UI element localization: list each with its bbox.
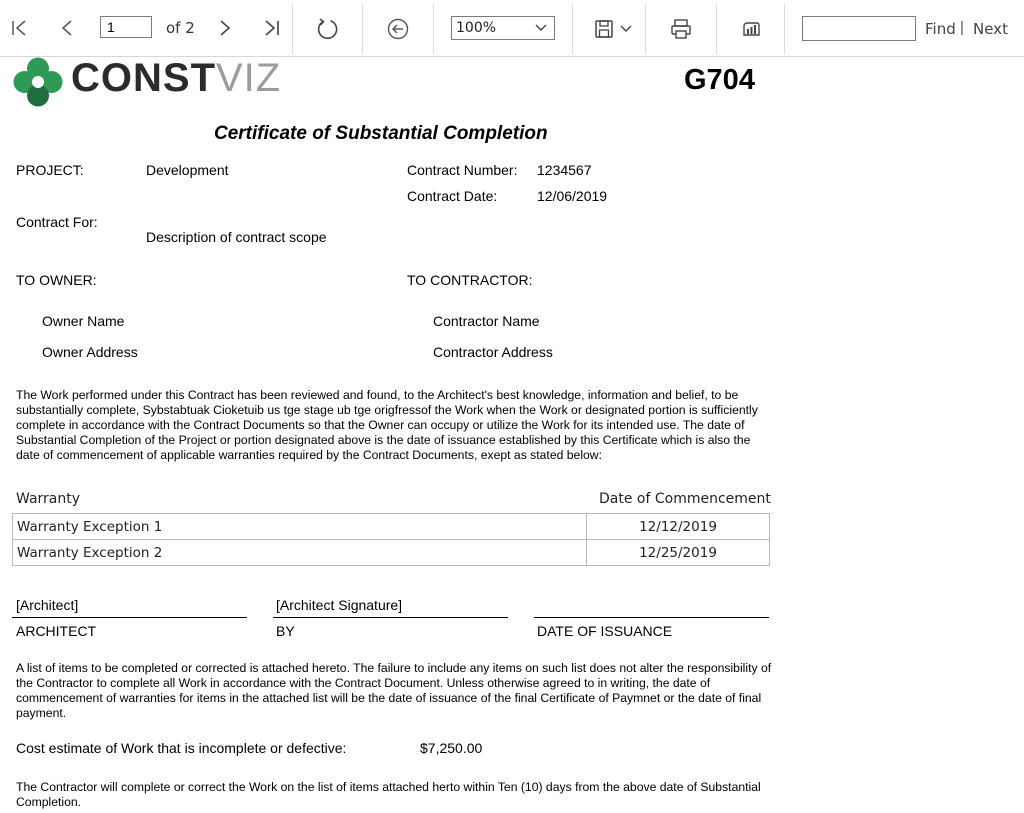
print-icon [669, 17, 693, 41]
to-owner-label: TO OWNER: [16, 272, 97, 288]
to-contractor-label: TO CONTRACTOR: [407, 272, 533, 288]
warranty-header: Warranty [16, 491, 81, 507]
save-icon [593, 18, 615, 40]
project-value: Development [146, 162, 229, 178]
architect-signature-value: [Architect Signature] [276, 597, 403, 613]
powerbi-button[interactable] [734, 14, 768, 44]
contract-for-label: Contract For: [16, 214, 98, 230]
find-separator: | [960, 19, 964, 36]
contract-date-value: 12/06/2019 [537, 188, 608, 204]
previous-page-button[interactable] [50, 14, 84, 42]
completion-timeline-statement: The Contractor will complete or correct the Work on the list of items attached herto within Ten (10) days from the above date of Substantial Completion. [16, 780, 761, 809]
cost-estimate-value: $7,250.00 [420, 740, 483, 756]
refresh-button[interactable] [310, 14, 344, 44]
find-button[interactable]: Find [925, 20, 956, 38]
contractor-address: Contractor Address [433, 344, 553, 360]
page-number-input[interactable] [100, 16, 152, 38]
chevron-down-icon [619, 22, 633, 36]
warranty-name-cell: Warranty Exception 2 [13, 540, 587, 566]
next-page-button[interactable] [208, 14, 242, 42]
toolbar-separator [645, 4, 646, 54]
by-signature-line [273, 617, 508, 618]
warranty-table [12, 513, 770, 566]
contractor-name: Contractor Name [433, 313, 540, 329]
commencement-header: Date of Commencement [599, 491, 771, 507]
page-count-label: of 2 [166, 19, 195, 37]
zoom-select[interactable] [451, 16, 555, 40]
find-next-button[interactable]: Next [973, 20, 1008, 38]
toolbar-separator [572, 4, 573, 54]
back-icon [386, 17, 410, 41]
contract-number-value: 1234567 [537, 162, 592, 178]
chevron-down-icon [534, 21, 548, 35]
first-page-button[interactable] [2, 14, 36, 42]
print-button[interactable] [664, 14, 698, 44]
date-signature-line [534, 617, 769, 618]
refresh-icon [315, 17, 339, 41]
toolbar-separator [362, 4, 363, 54]
powerbi-icon [739, 17, 763, 41]
warranty-date-cell: 12/25/2019 [587, 540, 770, 566]
toolbar-separator [292, 4, 293, 54]
first-page-icon [9, 18, 29, 38]
owner-name: Owner Name [42, 313, 125, 329]
owner-address: Owner Address [42, 344, 138, 360]
warranty-name-cell: Warranty Exception 1 [13, 514, 587, 540]
contract-date-label: Contract Date: [407, 188, 498, 204]
architect-signature-line [12, 617, 247, 618]
find-input[interactable] [802, 16, 916, 41]
toolbar-separator [784, 4, 785, 54]
save-export-button[interactable] [588, 14, 638, 44]
contract-number-label: Contract Number: [407, 162, 518, 178]
table-row [13, 540, 770, 566]
report-toolbar [0, 0, 1024, 57]
architect-caption: ARCHITECT [16, 623, 97, 639]
cost-estimate-label: Cost estimate of Work that is incomplete or defective: [16, 740, 347, 756]
table-row [13, 514, 770, 540]
previous-page-icon [57, 18, 77, 38]
by-caption: BY [276, 623, 295, 639]
project-label: PROJECT: [16, 162, 84, 178]
zoom-value: 100% [456, 20, 497, 36]
brand-name-bold: CONST [71, 56, 216, 100]
last-page-button[interactable] [255, 14, 289, 42]
last-page-icon [262, 18, 282, 38]
warranty-date-cell: 12/12/2019 [587, 514, 770, 540]
toolbar-separator [433, 4, 434, 54]
document-title: Certificate of Substantial Completion [214, 123, 548, 144]
brand-name-light: VIZ [216, 56, 282, 100]
toolbar-separator [716, 4, 717, 54]
contract-for-value: Description of contract scope [146, 229, 327, 245]
items-list-statement: A list of items to be completed or corrected is attached hereto. The failure to include any items on such list does not alter the responsibility of the Contractor to complete all Work in accordance with the Contract Document. Unless otherwise agreed to in writing, the date of commencement of warranties for items in the attached list will be the date of issuance of the final Certificate of Paymnet or the date of final payment. [16, 661, 772, 720]
next-page-icon [215, 18, 235, 38]
constviz-logo-icon [12, 56, 64, 108]
date-of-issuance-caption: DATE OF ISSUANCE [537, 623, 673, 639]
architect-value: [Architect] [16, 597, 79, 613]
back-button[interactable] [381, 14, 415, 44]
form-code: G704 [684, 64, 755, 96]
brand-logo-text [71, 56, 281, 100]
completion-statement: The Work performed under this Contract has been reviewed and found, to the Architect's best knowledge, information and belief, to be substantially complete, Sybstabtuak Cioketuib us tge stage ub tge origfressof the Work when the Work or designated portion is sufficiently complete in accordance with the Contract Documents so that the Owner can occupy or utilize the Work for its intended use. The date of Substantial Completion of the Project or portion designated above is the date of issuance established by this Certificate which is also the date of commencement of applicable warranties required by the Contract Documents, exept as stated below: [16, 388, 758, 462]
